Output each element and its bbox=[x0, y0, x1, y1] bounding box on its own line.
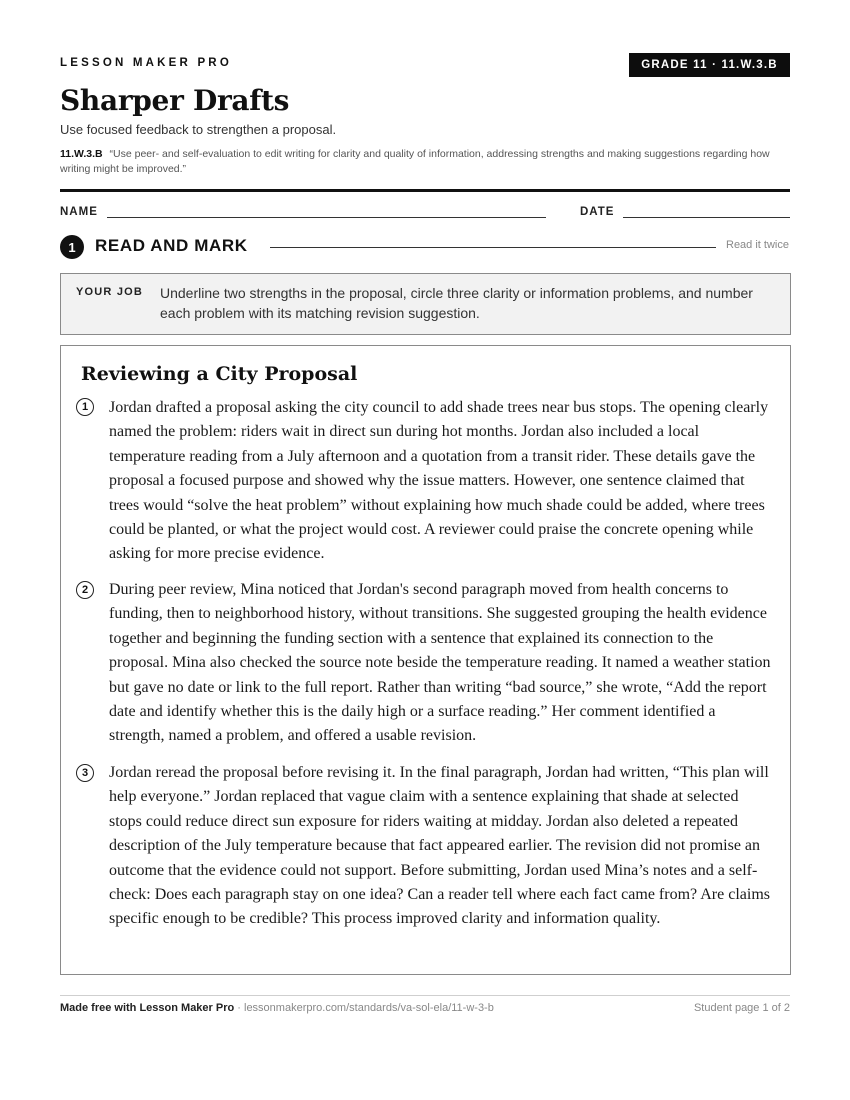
footer-made-with: Made free with Lesson Maker Pro bbox=[60, 1002, 235, 1014]
footer-credit bbox=[60, 1002, 494, 1014]
standard-code: 11.W.3.B bbox=[60, 148, 103, 160]
section-divider bbox=[270, 247, 716, 248]
passage-paragraph: Jordan drafted a proposal asking the city council to add shade trees near bus stops. The opening clearly named the problem: riders wait in direct sun during hot months. Jordan also included a local temperature reading from a July afternoon and a quotation from a transit rider. These details gave the proposal a focused purpose and showed why the issue matters. However, one sentence claimed that trees would “solve the heat problem” without explaining how much shade could be added, where trees could be planted, or what the project would cost. A reviewer could praise the concrete opening while asking for more precise evidence. bbox=[109, 399, 769, 563]
section-note: Read it twice bbox=[726, 239, 789, 251]
standard-statement bbox=[60, 147, 790, 177]
paragraph-number-badge: 1 bbox=[76, 398, 94, 416]
date-field[interactable] bbox=[623, 217, 790, 218]
section-number-badge: 1 bbox=[60, 235, 84, 259]
paragraph-number-badge: 2 bbox=[76, 581, 94, 599]
page-number: Student page 1 of 2 bbox=[693, 1002, 790, 1014]
name-field[interactable] bbox=[107, 217, 546, 218]
passage-paragraph: During peer review, Mina noticed that Jordan's second paragraph moved from health concerns to funding, then to neighborhood history, without transitions. She suggested grouping the health evidence together and beginning the funding section with a sentence that explained its connection to the proposal. Mina also checked the source note beside the temperature reading. It named a weather station but gave no date or link to the full report. Rather than writing “bad source,” she wrote, “Add the report date and identify whether this is the daily high or a surface reading.” Her comment identified a strength, named a problem, and offered a usable revision. bbox=[109, 581, 771, 745]
brand-name: LESSON MAKER PRO bbox=[60, 57, 232, 69]
name-label: NAME bbox=[60, 206, 98, 218]
footer-url-link[interactable]: lessonmakerpro.com/standards/va-sol-ela/11-w-3-b bbox=[244, 1002, 494, 1014]
instruction-text: Underline two strengths in the proposal, circle three clarity or information problems, and number each problem with its matching revision suggestion. bbox=[160, 285, 753, 321]
paragraph-number-badge: 3 bbox=[76, 764, 94, 782]
instruction-label: YOUR JOB bbox=[76, 286, 144, 298]
page-title: Sharper Drafts bbox=[60, 84, 290, 117]
passage-title: Reviewing a City Proposal bbox=[81, 363, 358, 385]
instruction-box bbox=[60, 273, 791, 335]
header-divider bbox=[60, 189, 790, 192]
standard-text: “Use peer- and self-evaluation to edit writing for clarity and quality of information, addressing strengths and making suggestions regarding how writing might be improved.” bbox=[60, 148, 770, 175]
date-label: DATE bbox=[580, 206, 615, 218]
page-subtitle: Use focused feedback to strengthen a proposal. bbox=[60, 122, 337, 137]
footer-divider bbox=[60, 995, 790, 996]
footer-separator: · bbox=[234, 1002, 244, 1014]
section-title: READ AND MARK bbox=[95, 236, 248, 255]
passage-paragraph: Jordan reread the proposal before revising it. In the final paragraph, Jordan had written, “This plan will help everyone.” Jordan replaced that vague claim with a sentence explaining that shade at selected stops could reduce direct sun exposure for riders waiting at midday. Jordan also deleted a repeated description of the July temperature because that fact appeared earlier. The revision did not promise an outcome that the evidence could not support. Before submitting, Jordan used Mina’s notes and a self-check: Does each paragraph stay on one idea? Can a reader tell where each fact came from? Are claims specific enough to be credible? This process improved clarity and information quality. bbox=[109, 764, 770, 928]
grade-badge: GRADE 11 · 11.W.3.B bbox=[629, 53, 790, 77]
reading-passage bbox=[60, 345, 791, 975]
